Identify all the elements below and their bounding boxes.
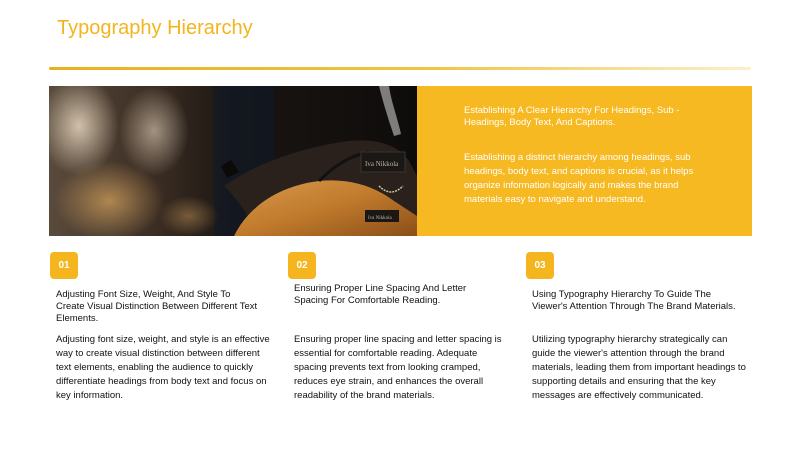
title-divider — [49, 67, 751, 70]
step-number-badge: 02 — [288, 252, 316, 279]
svg-text:Iva Nikkola: Iva Nikkola — [365, 160, 399, 168]
step-body: Ensuring proper line spacing and letter spacing is essential for comfortable reading. Adequate spacing prevents text from looking cramped, reduces eye strain, and enhances the overall readability of the brand materials. — [294, 334, 502, 401]
page-title: Typography Hierarchy — [57, 17, 253, 39]
step-body: Utilizing typography hierarchy strategically can guide the viewer's attention through the brand materials, leading them from important headings to supporting details and ensuring that the key messages are effectively communicated. — [532, 334, 746, 401]
step-number-badge: 01 — [50, 252, 78, 279]
step-heading: Adjusting Font Size, Weight, And Style To Create Visual Distinction Between Different Text Elements. — [56, 289, 258, 324]
intro-body: Establishing a distinct hierarchy among headings, sub headings, body text, and captions is crucial, as it helps organize information logically and makes the brand materials easy to navigate and understand. — [464, 152, 694, 205]
step-body: Adjusting font size, weight, and style is an effective way to create visual distinction between different text elements, enabling the audience to quickly differentiate headings from body text and focus on key information. — [56, 334, 270, 401]
intro-heading: Establishing A Clear Hierarchy For Headings, Sub - Headings, Body Text, And Captions. — [464, 105, 680, 128]
intro-banner — [49, 86, 752, 236]
intro-panel — [417, 86, 752, 236]
step-number-badge: 03 — [526, 252, 554, 279]
step-heading: Using Typography Hierarchy To Guide The Viewer's Attention Through The Brand Materials. — [532, 289, 736, 312]
step-heading: Ensuring Proper Line Spacing And Letter Spacing For Comfortable Reading. — [294, 283, 467, 306]
svg-text:Iva Nikkola: Iva Nikkola — [368, 216, 392, 221]
garment-on-hanger-photo — [49, 86, 417, 236]
